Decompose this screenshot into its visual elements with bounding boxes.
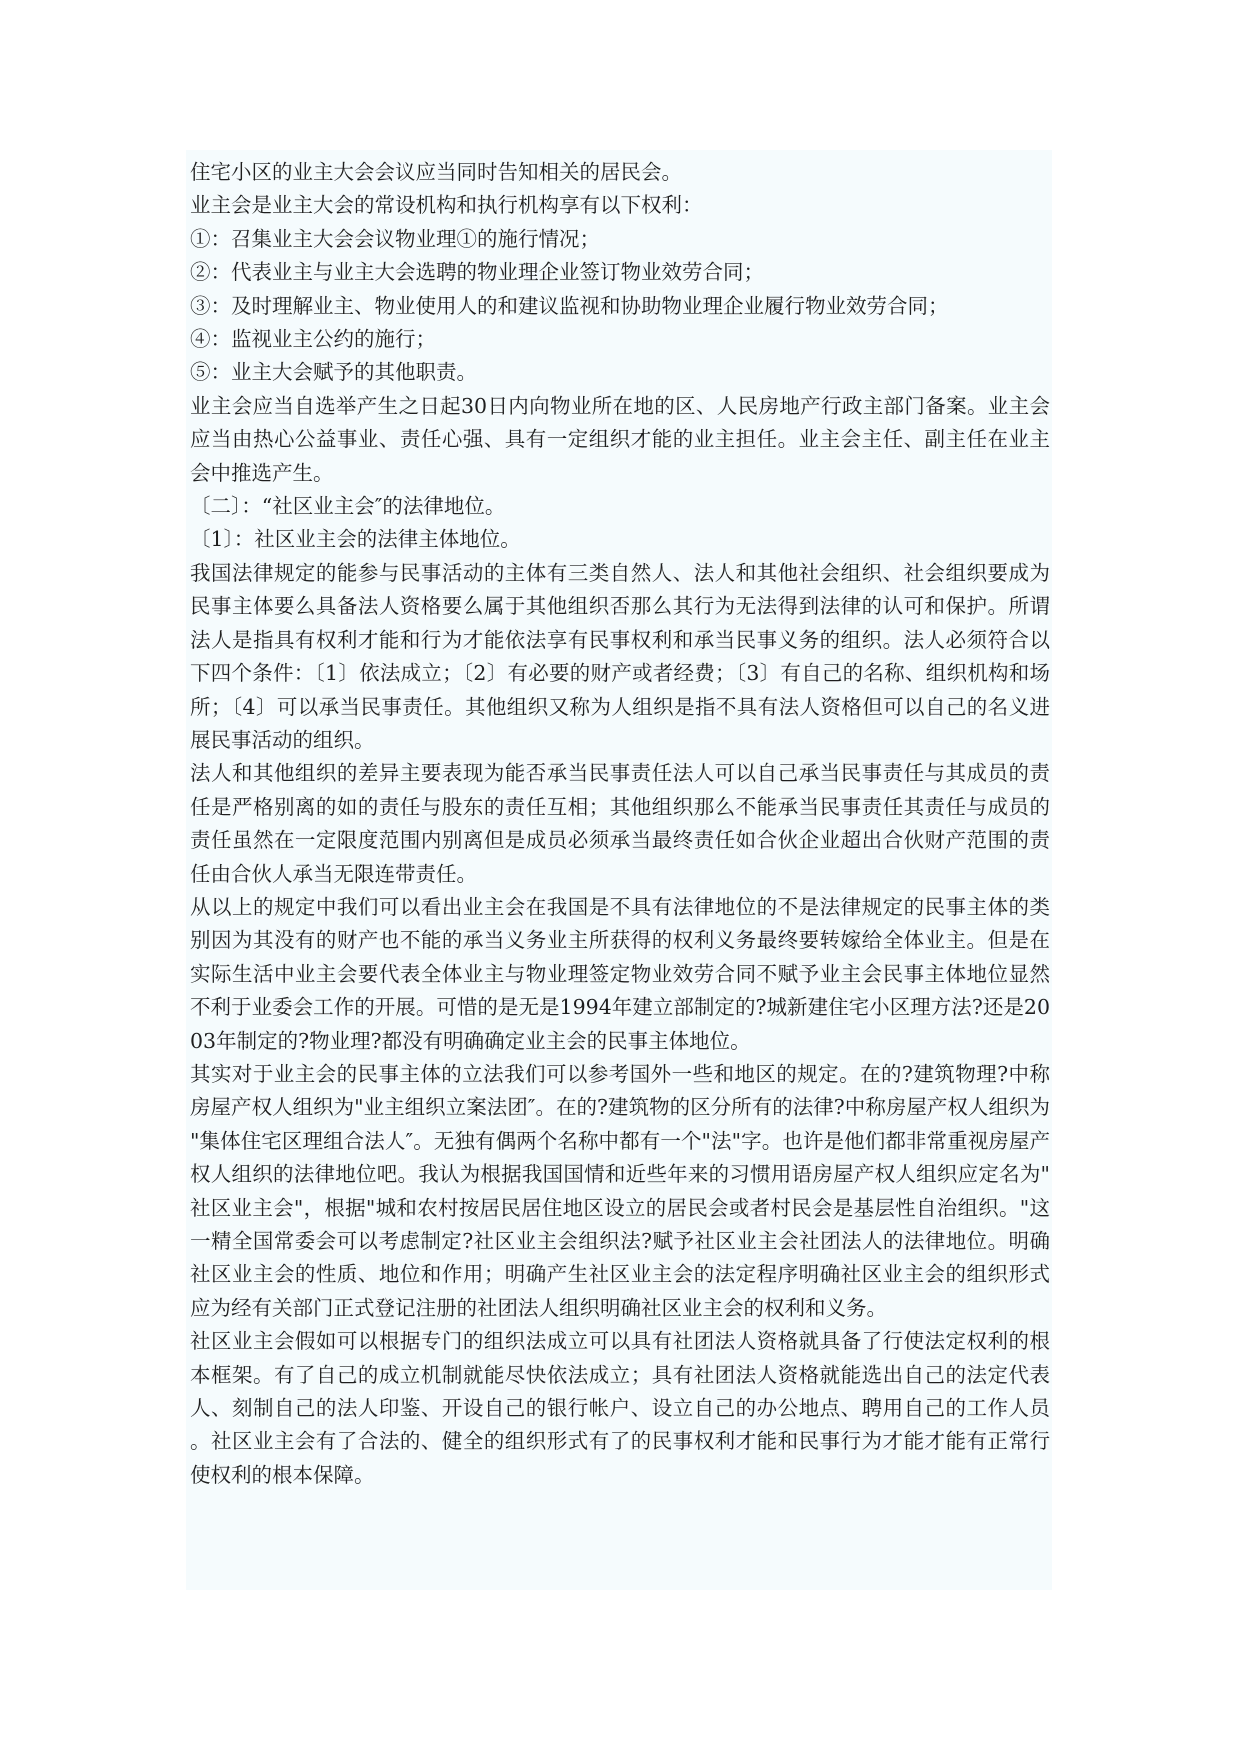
paragraph-committee-registration: 业主会应当自选举产生之日起30日内向物业所在地的区、人民房地产行政主部门备案。业主会应当由热心公益事业、责任心强、具有一定组织才能的业主担任。业主会主任、副主任在业主会中推选产生。 (190, 393, 1050, 485)
paragraph-owners-committee-rights-intro: 业主会是业主大会的常设机构和执行机构享有以下权利： (190, 193, 703, 218)
paragraph-civil-subjects: 我国法律规定的能参与民事活动的主体有三类自然人、法人和其他社会组织、社会组织要成为民事主体要么具备法人资格要么属于其他组织否那么其行为无法得到法律的认可和保护。所谓法人是指具有权利才能和行为才能依法享有民事权利和承当民事义务的组织。法人必须符合以下四个条件：〔1〕依法成立；〔2〕有必要的财产或者经费；〔3〕有自己的名称、组织机构和场所；〔4〕可以承当民事责任。其他组织又称为人组织是指不具有法人资格但可以自己的名义进展民事活动的组织。 (190, 560, 1050, 752)
subsection-heading-legal-subject: 〔1〕：社区业主会的法律主体地位。 (190, 527, 521, 552)
list-item-right-4: ④：监视业主公约的施行； (190, 327, 436, 352)
paragraph-residents-committee-notice: 住宅小区的业主大会会议应当同时告知相关的居民会。 (190, 160, 682, 184)
list-item-right-1: ①：召集业主大会会议物业理①的施行情况； (190, 226, 600, 251)
list-item-right-2: ②：代表业主与业主大会选聘的物业理企业签订物业效劳合同； (190, 260, 764, 285)
paragraph-legal-person-differences: 法人和其他组织的差异主要表现为能否承当民事责任法人可以自己承当民事责任与其成员的责任是严格别离的如的责任与股东的责任互相；其他组织那么不能承当民事责任其责任与成员的责任虽然在一定限度范围内别离但是成员必须承当最终责任如合伙企业超出合伙财产范围的责任由合伙人承当无限连带责任。 (190, 761, 1050, 886)
section-heading-legal-status: 〔二〕：“社区业主会″的法律地位。 (190, 494, 506, 519)
paragraph-current-status: 从以上的规定中我们可以看出业主会在我国是不具有法律地位的不是法律规定的民事主体的类别因为其没有的财产也不能的承当义务业主所获得的权利义务最终要转嫁给全体业主。但是在实际生活中业主会要代表全体业主与物业理签定物业效劳合同不赋予业主会民事主体地位显然不利于业委会工作的开展。可惜的是无是1994年建立部制定的?城新建住宅小区理方法?还是2003年制定的?物业理?都没有明确确定业主会的民事主体地位。 (190, 894, 1050, 1053)
paragraph-conclusion: 社区业主会假如可以根据专门的组织法成立可以具有社团法人资格就具备了行使法定权利的根本框架。有了自己的成立机制就能尽快依法成立；具有社团法人资格就能选出自己的法定代表人、刻制自己的法人印鉴、开设自己的银行帐户、设立自己的办公地点、聘用自己的工作人员。社区业主会有了合法的、健全的组织形式有了的民事权利才能和民事行为才能才能有正常行使权利的根本保障。 (190, 1329, 1050, 1487)
paragraph-foreign-legislation: 其实对于业主会的民事主体的立法我们可以参考国外一些和地区的规定。在的?建筑物理?中称房屋产权人组织为"业主组织立案法团″。在的?建筑物的区分所有的法律?中称房屋产权人组织为"集体住宅区理组合法人″。无独有偶两个名称中都有一个"法"字。也许是他们都非常重视房屋产权人组织的法律地位吧。我认为根据我国国情和近些年来的习惯用语房屋产权人组织应定名为"社区业主会"，根据"城和农村按居民居住地区设立的居民会或者村民会是基层性自治组织。"这一精全国常委会可以考虑制定?社区业主会组织法?赋予社区业主会社团法人的法律地位。明确社区业主会的性质、地位和作用；明确产生社区业主会的法定程序明确社区业主会的组织形式应为经有关部门正式登记注册的社团法人组织明确社区业主会的权利和义务。 (190, 1061, 1050, 1320)
list-item-right-5: ⑤：业主大会赋予的其他职责。 (190, 360, 477, 385)
document-text-block (186, 150, 1052, 1590)
list-item-right-3: ③：及时理解业主、物业使用人的和建议监视和协助物业理企业履行物业效劳合同； (190, 293, 949, 318)
